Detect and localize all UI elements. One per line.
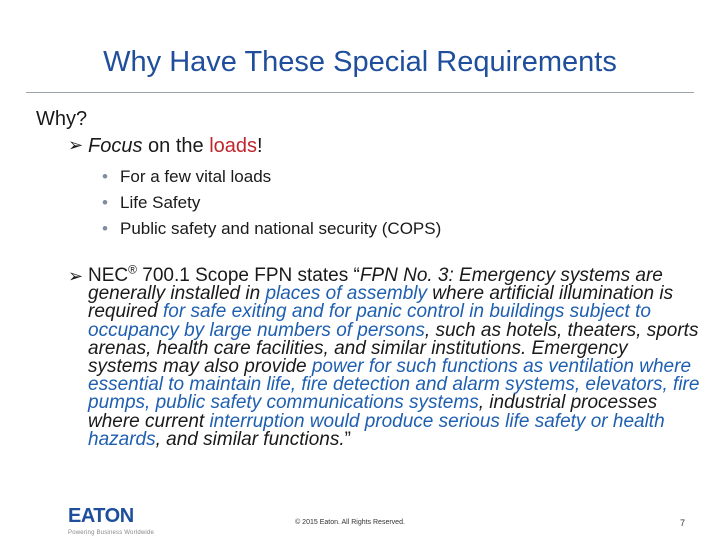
nec-quote-segment: , and similar functions.	[155, 428, 345, 450]
bullet-dot-icon: •	[102, 193, 108, 212]
registered-mark: ®	[128, 262, 137, 277]
bullet-text: For a few vital loads	[120, 167, 272, 186]
nec-paragraph	[68, 262, 700, 450]
focus-loads: loads	[209, 135, 257, 157]
list-item	[102, 216, 441, 242]
nec-quote-segment: places of assembly	[265, 283, 428, 305]
focus-end: !	[257, 135, 263, 157]
logo-tagline: Powering Business Worldwide	[68, 530, 154, 536]
slide-title: Why Have These Special Requirements	[103, 46, 617, 78]
nec-quote	[88, 262, 700, 450]
nec-quote-segment: power for such functions as ventilation where essential to maintain life, fire detection and alarm systems, elevators, fire pumps, public safety communications systems	[88, 356, 700, 414]
nec-intro: 700.1 Scope FPN states “	[136, 265, 360, 286]
why-heading: Why?	[36, 108, 88, 130]
bullet-dot-icon: •	[102, 167, 108, 186]
nec-quote-segment: FPN No. 3: Emergency systems are generally installed in	[88, 265, 663, 305]
nec-quote-segment: , industrial processes where current	[88, 392, 658, 432]
bullet-dot-icon: •	[102, 219, 108, 238]
nec-close-quote: ”	[344, 428, 351, 450]
logo-wordmark: EATON	[68, 505, 134, 527]
title-divider	[26, 92, 694, 93]
focus-text	[88, 135, 263, 157]
nec-quote-segment: for safe exiting and for panic control in buildings subject to occupancy by large numbers of persons	[88, 301, 651, 341]
nec-prefix: NEC	[88, 265, 129, 286]
focus-line	[70, 135, 263, 158]
bullet-text: Public safety and national security (COPS)	[120, 219, 442, 238]
list-item	[102, 164, 441, 190]
focus-mid: on the	[142, 135, 210, 157]
nec-body	[88, 262, 700, 450]
bullet-text: Life Safety	[120, 193, 201, 212]
arrow-bullet-icon: ➢	[68, 266, 84, 286]
copyright-notice: © 2015 Eaton. All Rights Reserved.	[295, 519, 405, 526]
nec-quote-segment: where artificial illumination is required	[88, 283, 674, 323]
focus-emphasis: Focus	[88, 135, 143, 157]
list-item	[102, 190, 441, 216]
arrow-bullet-icon: ➢	[68, 135, 84, 155]
nec-quote-segment: interruption would produce serious life safety or health hazards	[88, 410, 665, 450]
bullet-list	[102, 164, 441, 242]
nec-quote-segment: , such as hotels, theaters, sports arenas, health care facilities, and similar institutions. Emergency systems may also provide	[88, 319, 699, 378]
page-number: 7	[680, 518, 686, 528]
